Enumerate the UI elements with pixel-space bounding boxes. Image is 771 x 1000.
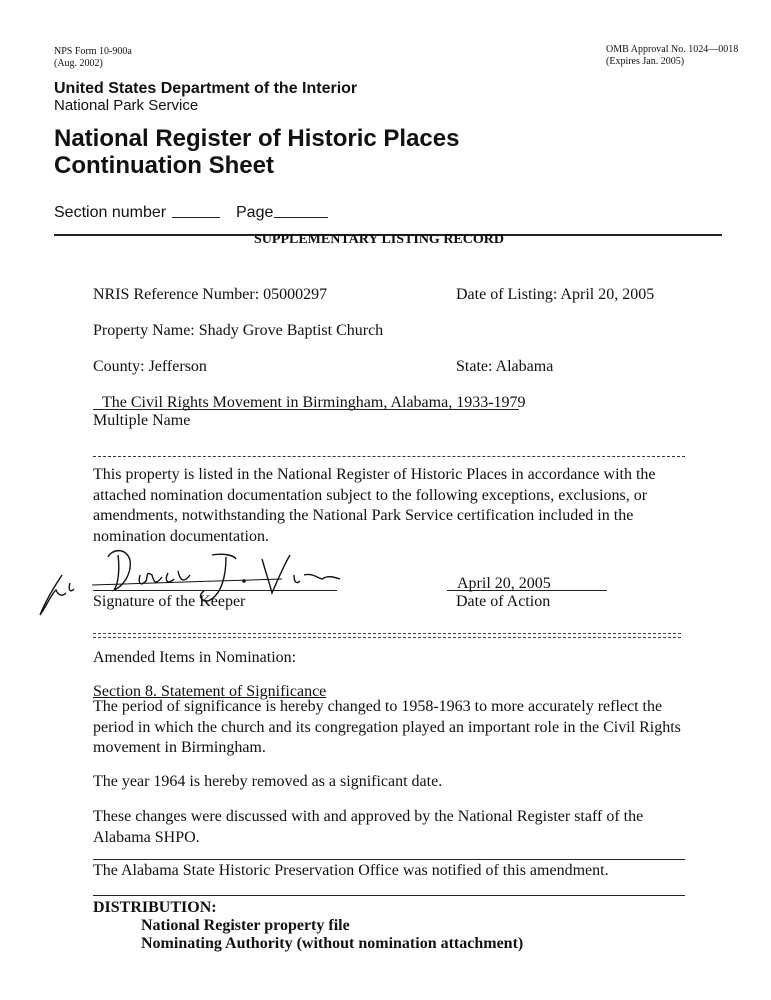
omb-approval: OMB Approval No. 1024—0018 bbox=[606, 44, 739, 55]
service-name: National Park Service bbox=[54, 97, 199, 114]
department-name: United States Department of the Interior bbox=[54, 80, 358, 97]
page-subtitle: Continuation Sheet bbox=[54, 152, 274, 179]
form-date: (Aug. 2002) bbox=[54, 58, 103, 69]
handwritten-for bbox=[40, 556, 61, 577]
amendment-paragraph-1: The period of significance is hereby changed to 1958-1963 to more accurately reflect the period in which the church and its congregation played an important role in the Civil Rights movement in Birmingham. bbox=[93, 698, 681, 756]
distribution-item: National Register property file bbox=[141, 917, 350, 934]
state: State: Alabama bbox=[456, 358, 554, 375]
multiple-name-underline bbox=[93, 409, 519, 410]
distribution-heading: DISTRIBUTION: bbox=[93, 899, 217, 916]
signature-label: Signature of the Keeper bbox=[93, 593, 246, 610]
date-of-action-label: Date of Action bbox=[456, 593, 551, 610]
separator-bottom bbox=[93, 637, 681, 638]
page-blank bbox=[274, 217, 328, 218]
separator-top bbox=[93, 633, 681, 634]
county: County: Jefferson bbox=[93, 358, 207, 375]
section-number-blank bbox=[172, 217, 220, 218]
amendment-paragraph-3: These changes were discussed with and approved by the National Register staff of the Alabama SHPO. bbox=[93, 808, 644, 846]
dashed-separator bbox=[93, 456, 685, 457]
omb-expires: (Expires Jan. 2005) bbox=[606, 56, 685, 67]
page-title: National Register of Historic Places bbox=[54, 125, 460, 152]
property-name: Property Name: Shady Grove Baptist Church bbox=[93, 322, 384, 339]
listing-statement: This property is listed in the National Register of Historic Places in accordance with the attached nomination documentation subject to the following exceptions, exclusions, or amendments, notwithstanding the National Park Service certification included in the nomination documentation. bbox=[93, 466, 656, 545]
section-8-title: Section 8. Statement of Significance bbox=[93, 683, 327, 700]
signature-line bbox=[93, 590, 337, 591]
rule-above-notified bbox=[93, 859, 685, 860]
distribution-item: Nominating Authority (without nomination attachment) bbox=[141, 935, 524, 952]
amendment-paragraph-2: The year 1964 is hereby removed as a significant date. bbox=[93, 773, 443, 790]
multiple-name-value: The Civil Rights Movement in Birmingham, Alabama, 1933-1979 bbox=[102, 394, 526, 411]
section-number-label: Section number bbox=[54, 204, 167, 221]
date-of-action-value: April 20, 2005 bbox=[457, 575, 551, 592]
form-number: NPS Form 10-900a bbox=[54, 46, 132, 57]
page-label: Page bbox=[236, 204, 274, 221]
supplementary-heading: SUPPLEMENTARY LISTING RECORD bbox=[254, 232, 504, 247]
date-of-listing: Date of Listing: April 20, 2005 bbox=[456, 286, 655, 303]
notified-statement: The Alabama State Historic Preservation Office was notified of this amendment. bbox=[93, 862, 609, 879]
nris-reference: NRIS Reference Number: 05000297 bbox=[93, 286, 328, 303]
multiple-name-label: Multiple Name bbox=[93, 412, 191, 429]
date-line bbox=[447, 590, 607, 591]
handwritten-name bbox=[120, 556, 236, 577]
rule-below-notified bbox=[93, 895, 685, 896]
amended-heading: Amended Items in Nomination: bbox=[93, 649, 297, 666]
